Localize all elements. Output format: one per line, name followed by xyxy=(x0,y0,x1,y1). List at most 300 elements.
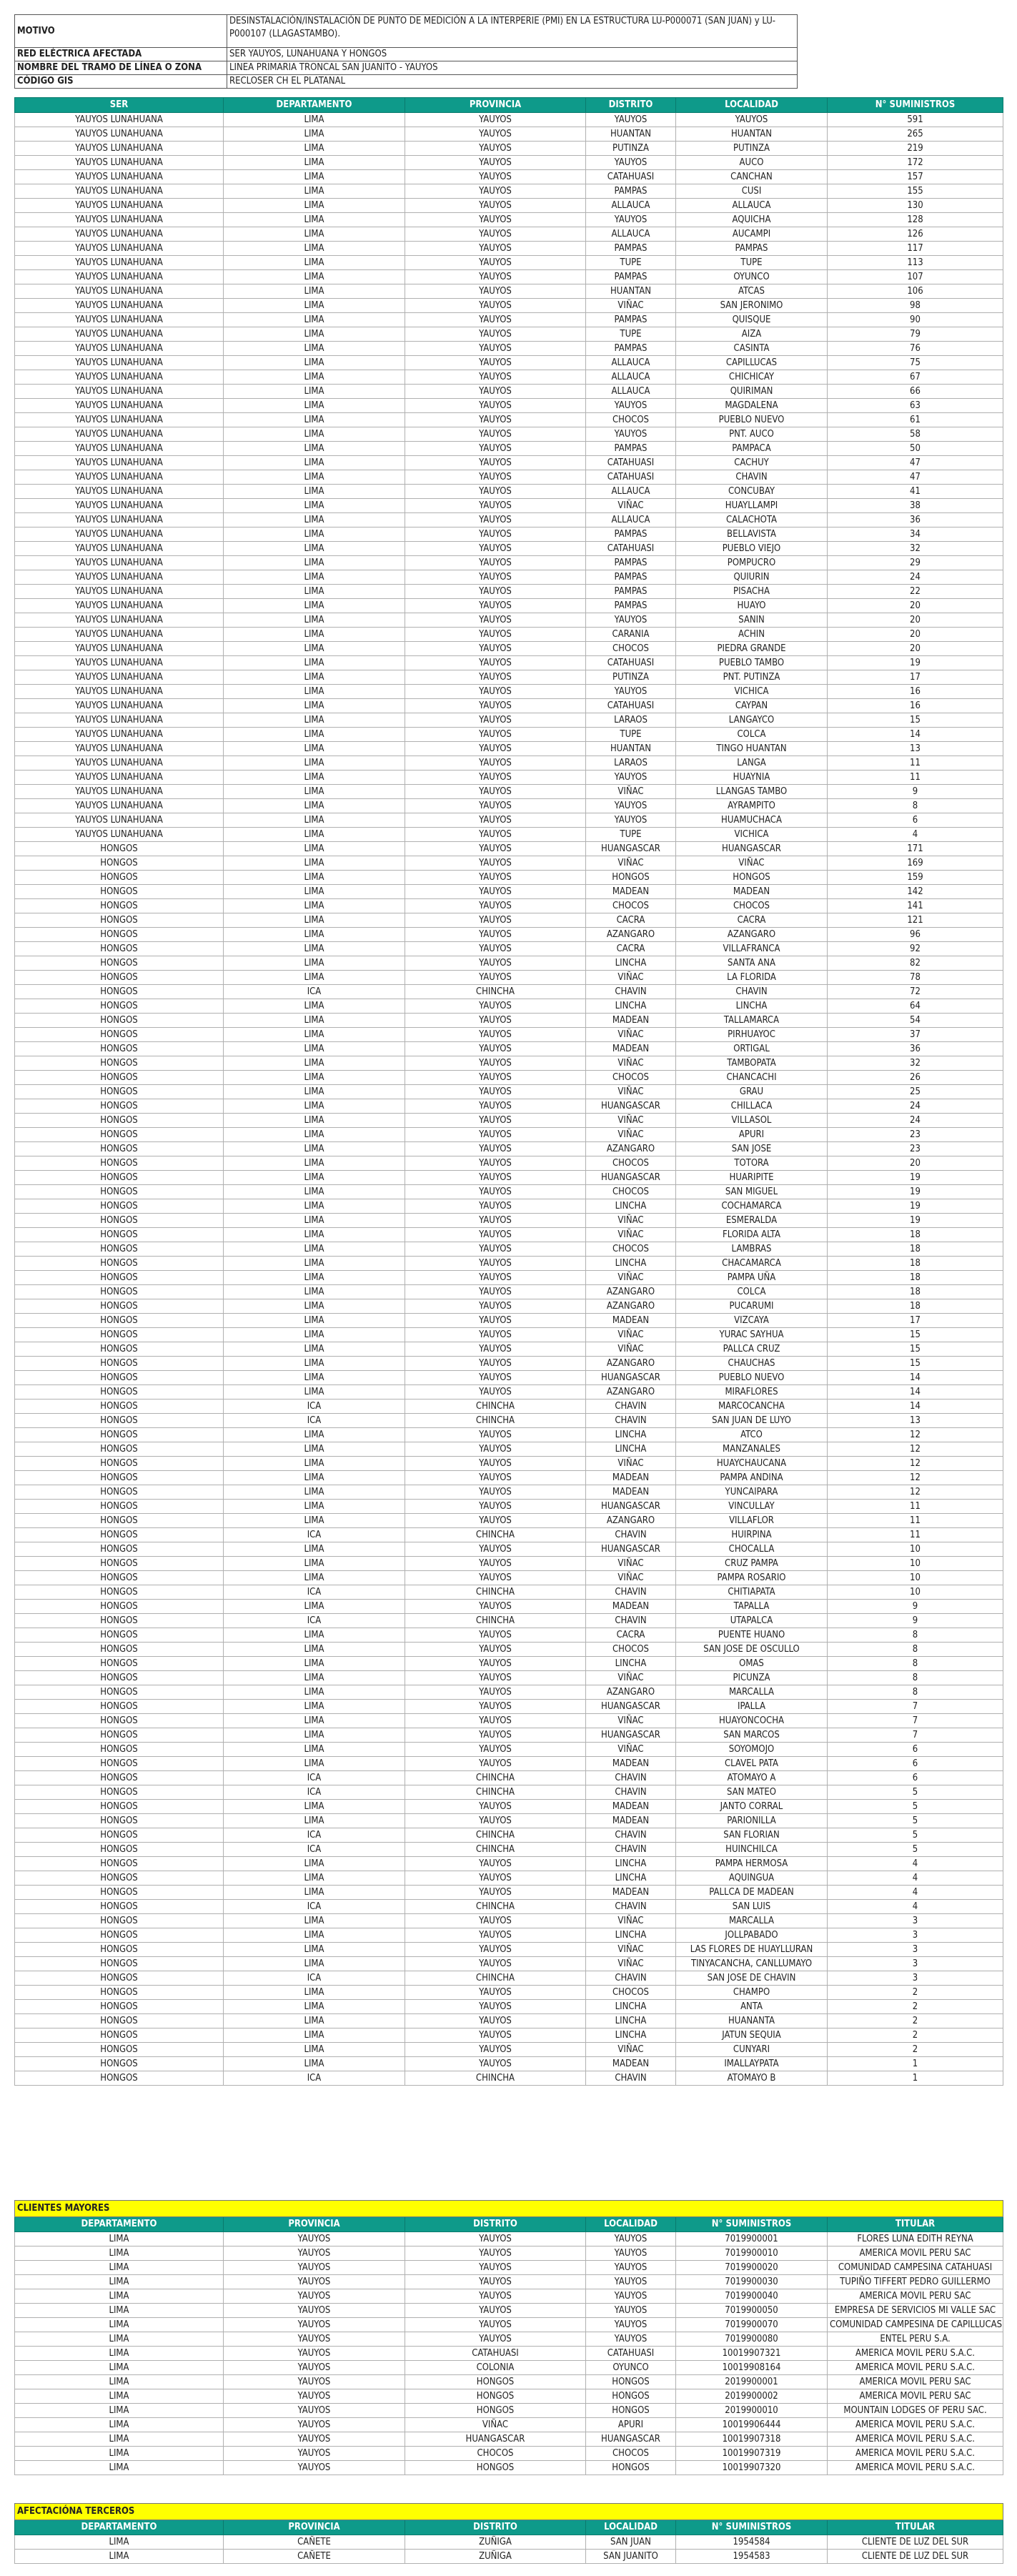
table-cell: LIMA xyxy=(224,242,405,256)
table-cell: YAUYOS xyxy=(405,456,586,470)
table-cell: YAUYOS xyxy=(405,1028,586,1042)
table-cell: 63 xyxy=(828,399,1003,413)
table-cell: 12 xyxy=(828,1485,1003,1500)
table-cell: YAUYOS xyxy=(405,1800,586,1814)
table-cell: YAUYOS xyxy=(405,1728,586,1743)
table-cell: HONGOS xyxy=(15,1643,224,1657)
table-cell: CHAMPO xyxy=(676,1986,828,2000)
table-row xyxy=(15,570,1003,585)
info-row-tramo xyxy=(15,61,798,75)
table-cell: YAUYOS LUNAHUANA xyxy=(15,656,224,670)
table-cell: HONGOS xyxy=(15,1914,224,1928)
table-cell: QUISQUE xyxy=(676,313,828,327)
table-cell: YAUYOS xyxy=(405,113,586,127)
table-cell: HONGOS xyxy=(15,1042,224,1056)
table-cell: LIMA xyxy=(224,1171,405,1185)
table-cell: HUANGASCAR xyxy=(586,1700,676,1714)
table-cell: HONGOS xyxy=(15,1700,224,1714)
gis-value: RECLOSER CH EL PLATANAL xyxy=(227,75,798,89)
table-row xyxy=(15,2432,1003,2447)
table-cell: MADEAN xyxy=(586,1757,676,1771)
table-cell: CHINCHA xyxy=(405,985,586,999)
table-cell: MADEAN xyxy=(586,1814,676,1828)
table-cell: AMERICA MOVIL PERU S.A.C. xyxy=(828,2447,1003,2461)
table-cell: 3 xyxy=(828,1914,1003,1928)
table-cell: YAUYOS xyxy=(405,2261,586,2275)
table-cell: 29 xyxy=(828,556,1003,570)
table-cell: TAPALLA xyxy=(676,1600,828,1614)
table-cell: YAUYOS xyxy=(405,1943,586,1957)
table-cell: 155 xyxy=(828,184,1003,199)
table-cell: HONGOS xyxy=(15,1442,224,1457)
table-row xyxy=(15,1771,1003,1785)
table-cell: YAUYOS LUNAHUANA xyxy=(15,270,224,284)
table-cell: CHOCOS xyxy=(586,1643,676,1657)
table-cell: 12 xyxy=(828,1471,1003,1485)
table-cell: CACRA xyxy=(586,913,676,928)
table-row xyxy=(15,813,1003,828)
table-cell: LIMA xyxy=(224,385,405,399)
table-cell: VIÑAC xyxy=(586,499,676,513)
table-cell: 3 xyxy=(828,1943,1003,1957)
table-cell: YAUYOS xyxy=(405,1314,586,1328)
table-cell: CACRA xyxy=(676,913,828,928)
column-header: PROVINCIA xyxy=(224,2520,405,2535)
table-row xyxy=(15,156,1003,170)
table-cell: CHAVIN xyxy=(586,1400,676,1414)
table-cell: VIÑAC xyxy=(586,1085,676,1099)
table-cell: CHOCOS xyxy=(586,413,676,427)
table-cell: 66 xyxy=(828,385,1003,399)
table-row xyxy=(15,1342,1003,1357)
table-cell: YAUYOS LUNAHUANA xyxy=(15,199,224,213)
table-cell: 1954583 xyxy=(676,2550,828,2564)
table-cell: 7019900080 xyxy=(676,2332,828,2347)
table-cell: CHINCHA xyxy=(405,1785,586,1800)
table-cell: 591 xyxy=(828,113,1003,127)
table-body xyxy=(15,2535,1003,2564)
table-cell: 61 xyxy=(828,413,1003,427)
table-cell: YAUYOS xyxy=(224,2418,405,2432)
table-cell: LIMA xyxy=(224,756,405,771)
table-row xyxy=(15,828,1003,842)
table-row xyxy=(15,456,1003,470)
table-cell: LIMA xyxy=(224,1328,405,1342)
table-row xyxy=(15,556,1003,570)
table-cell: YAUYOS LUNAHUANA xyxy=(15,670,224,685)
table-cell: 67 xyxy=(828,370,1003,385)
table-cell: YAUYOS xyxy=(405,1457,586,1471)
table-cell: YAUYOS LUNAHUANA xyxy=(15,785,224,799)
table-cell: ESMERALDA xyxy=(676,1214,828,1228)
table-cell: YAUYOS xyxy=(405,828,586,842)
table-cell: YAUYOS xyxy=(405,1500,586,1514)
table-row xyxy=(15,1228,1003,1242)
table-cell: CHAVIN xyxy=(586,1900,676,1914)
table-cell: VICHICA xyxy=(676,828,828,842)
table-row xyxy=(15,1128,1003,1142)
table-cell: 19 xyxy=(828,1171,1003,1185)
table-cell: CATAHUASI xyxy=(405,2347,586,2361)
table-cell: YAUYOS xyxy=(405,1228,586,1242)
table-cell: LIMA xyxy=(224,1514,405,1528)
table-cell: JOLLPABADO xyxy=(676,1928,828,1943)
table-cell: ZUÑIGA xyxy=(405,2535,586,2550)
table-cell: CATAHUASI xyxy=(586,2347,676,2361)
table-cell: HONGOS xyxy=(586,2375,676,2389)
table-cell: HONGOS xyxy=(15,1228,224,1242)
table-cell: HONGOS xyxy=(15,899,224,913)
table-cell: SAN FLORIAN xyxy=(676,1828,828,1843)
table-cell: 14 xyxy=(828,1400,1003,1414)
table-cell: LINCHA xyxy=(676,999,828,1014)
table-cell: HONGOS xyxy=(15,1600,224,1614)
table-row xyxy=(15,1657,1003,1671)
table-cell: VILLAFRANCA xyxy=(676,942,828,956)
table-cell: 130 xyxy=(828,199,1003,213)
table-cell: YAUYOS LUNAHUANA xyxy=(15,256,224,270)
table-cell: LIMA xyxy=(224,1986,405,2000)
table-row xyxy=(15,2014,1003,2028)
table-cell: 78 xyxy=(828,971,1003,985)
table-cell: AUCAMPI xyxy=(676,227,828,242)
table-cell: LIMA xyxy=(15,2404,224,2418)
table-cell: HONGOS xyxy=(15,1314,224,1328)
tramo-value: LINEA PRIMARIA TRONCAL SAN JUANITO - YAUYOS xyxy=(227,61,798,75)
table-cell: HONGOS xyxy=(15,1371,224,1385)
table-cell: CACRA xyxy=(586,942,676,956)
table-cell: CHICHICAY xyxy=(676,370,828,385)
table-cell: PNT. PUTINZA xyxy=(676,670,828,685)
table-cell: HONGOS xyxy=(15,1514,224,1528)
table-cell: LIMA xyxy=(224,1928,405,1943)
table-cell: CHAVIN xyxy=(586,1843,676,1857)
table-cell: TAMBOPATA xyxy=(676,1056,828,1071)
table-cell: LIMA xyxy=(224,1914,405,1928)
table-cell: CAYPAN xyxy=(676,699,828,713)
table-cell: LIMA xyxy=(224,1714,405,1728)
table-cell: MADEAN xyxy=(586,1042,676,1056)
table-cell: ICA xyxy=(224,1900,405,1914)
table-cell: YAUYOS LUNAHUANA xyxy=(15,113,224,127)
table-cell: LIMA xyxy=(224,213,405,227)
table-cell: LIMA xyxy=(224,885,405,899)
table-cell: YAUYOS xyxy=(586,771,676,785)
table-cell: 96 xyxy=(828,928,1003,942)
table-row xyxy=(15,1028,1003,1042)
table-cell: HONGOS xyxy=(15,1614,224,1628)
table-row xyxy=(15,628,1003,642)
table-cell: CALACHOTA xyxy=(676,513,828,527)
table-cell: VIÑAC xyxy=(586,1957,676,1971)
table-cell: YAUYOS LUNAHUANA xyxy=(15,213,224,227)
table-cell: ICA xyxy=(224,1771,405,1785)
table-cell: YAUYOS LUNAHUANA xyxy=(15,385,224,399)
table-row xyxy=(15,1457,1003,1471)
table-cell: LIMA xyxy=(15,2375,224,2389)
table-cell: YAUYOS xyxy=(405,756,586,771)
table-row xyxy=(15,1428,1003,1442)
table-cell: YAUYOS xyxy=(586,813,676,828)
table-cell: YAUYOS LUNAHUANA xyxy=(15,799,224,813)
table-cell: YAUYOS xyxy=(405,1114,586,1128)
table-cell: YAUYOS xyxy=(405,184,586,199)
table-cell: YAUYOS xyxy=(405,856,586,871)
table-row xyxy=(15,928,1003,942)
table-row xyxy=(15,1557,1003,1571)
table-cell: YAUYOS xyxy=(405,742,586,756)
table-cell: LIMA xyxy=(224,1128,405,1142)
clientes-title: CLIENTES MAYORES xyxy=(15,2201,1003,2217)
table-cell: OYUNCO xyxy=(586,2361,676,2375)
table-cell: YAUYOS LUNAHUANA xyxy=(15,242,224,256)
table-cell: YAUYOS xyxy=(405,670,586,685)
table-cell: VINCULLAY xyxy=(676,1500,828,1514)
table-cell: CHINCHA xyxy=(405,1971,586,1986)
table-cell: HONGOS xyxy=(15,2014,224,2028)
table-cell: YAUYOS xyxy=(224,2232,405,2246)
table-cell: 117 xyxy=(828,242,1003,256)
table-cell: LIMA xyxy=(224,342,405,356)
table-cell: 8 xyxy=(828,1628,1003,1643)
table-cell: LIMA xyxy=(224,1814,405,1828)
table-cell: VIÑAC xyxy=(586,1228,676,1242)
table-cell: LIMA xyxy=(224,785,405,799)
table-cell: VIÑAC xyxy=(586,1271,676,1285)
table-cell: CUNYARI xyxy=(676,2043,828,2057)
table-cell: CATAHUASI xyxy=(586,656,676,670)
table-cell: 1 xyxy=(828,2071,1003,2086)
table-cell: LIMA xyxy=(224,1700,405,1714)
table-cell: LIMA xyxy=(224,1442,405,1457)
table-cell: YAUYOS xyxy=(405,1357,586,1371)
table-cell: PUEBLO TAMBO xyxy=(676,656,828,670)
table-cell: ALLAUCA xyxy=(586,227,676,242)
table-cell: HONGOS xyxy=(15,1485,224,1500)
afectacion-terceros-table xyxy=(14,2503,1003,2564)
table-cell: 159 xyxy=(828,871,1003,885)
table-cell: YAUYOS LUNAHUANA xyxy=(15,284,224,299)
table-cell: HUANGASCAR xyxy=(586,1728,676,1743)
table-cell: CHAVIN xyxy=(586,1971,676,1986)
table-row xyxy=(15,1199,1003,1214)
table-cell: HONGOS xyxy=(15,1671,224,1685)
table-cell: 19 xyxy=(828,656,1003,670)
table-cell: 19 xyxy=(828,1185,1003,1199)
table-row xyxy=(15,1785,1003,1800)
table-cell: HONGOS xyxy=(15,1957,224,1971)
table-cell: HONGOS xyxy=(15,1843,224,1857)
table-row xyxy=(15,1743,1003,1757)
table-cell: UTAPALCA xyxy=(676,1614,828,1628)
table-row xyxy=(15,1414,1003,1428)
table-cell: YAUYOS xyxy=(405,928,586,942)
column-header: DISTRITO xyxy=(405,2520,586,2535)
table-row xyxy=(15,527,1003,542)
table-cell: 10 xyxy=(828,1542,1003,1557)
table-cell: YAUYOS xyxy=(405,2000,586,2014)
table-cell: CHAVIN xyxy=(586,1528,676,1542)
table-cell: YAUYOS LUNAHUANA xyxy=(15,828,224,842)
table-cell: 10 xyxy=(828,1585,1003,1600)
table-cell: HUANTAN xyxy=(586,284,676,299)
table-cell: SAN JOSE xyxy=(676,1142,828,1156)
table-cell: HONGOS xyxy=(15,2057,224,2071)
table-cell: YAUYOS xyxy=(586,213,676,227)
table-cell: HUANANTA xyxy=(676,2014,828,2028)
table-cell: CHOCOS xyxy=(586,1071,676,1085)
table-cell: YUNCAIPARA xyxy=(676,1485,828,1500)
table-cell: LINCHA xyxy=(586,2014,676,2028)
table-cell: LIMA xyxy=(224,485,405,499)
table-cell: HONGOS xyxy=(15,1056,224,1071)
table-row xyxy=(15,670,1003,685)
table-cell: LIMA xyxy=(224,1271,405,1285)
table-cell: YAUYOS xyxy=(405,1071,586,1085)
table-cell: 8 xyxy=(828,1671,1003,1685)
table-cell: HONGOS xyxy=(15,1857,224,1871)
table-cell: PAMPA UÑA xyxy=(676,1271,828,1285)
table-cell: 18 xyxy=(828,1285,1003,1299)
table-row xyxy=(15,127,1003,142)
table-cell: LIMA xyxy=(224,1957,405,1971)
table-row xyxy=(15,1828,1003,1843)
table-cell: LIMA xyxy=(15,2461,224,2475)
table-cell: LIMA xyxy=(224,356,405,370)
table-cell: 1 xyxy=(828,2057,1003,2071)
table-row xyxy=(15,1056,1003,1071)
table-cell: MADEAN xyxy=(586,1600,676,1614)
table-cell: 7019900010 xyxy=(676,2246,828,2261)
table-row xyxy=(15,1714,1003,1728)
clientes-mayores-table xyxy=(14,2200,1003,2475)
table-cell: CACRA xyxy=(586,1628,676,1643)
table-cell: YAUYOS xyxy=(405,470,586,485)
table-cell: YAUYOS LUNAHUANA xyxy=(15,485,224,499)
table-row xyxy=(15,542,1003,556)
table-row xyxy=(15,613,1003,628)
table-row xyxy=(15,1285,1003,1299)
table-cell: 3 xyxy=(828,1957,1003,1971)
table-row xyxy=(15,513,1003,527)
section-title-row xyxy=(15,2504,1003,2520)
table-cell: 8 xyxy=(828,1643,1003,1657)
table-row xyxy=(15,856,1003,871)
table-cell: AQUICHA xyxy=(676,213,828,227)
table-cell: LIMA xyxy=(224,1214,405,1228)
table-cell: LINCHA xyxy=(586,1928,676,1943)
table-cell: LIMA xyxy=(224,628,405,642)
table-cell: 6 xyxy=(828,1743,1003,1757)
table-cell: 2 xyxy=(828,2000,1003,2014)
table-row xyxy=(15,2057,1003,2071)
table-row xyxy=(15,971,1003,985)
table-cell: SAN JUANITO xyxy=(586,2550,676,2564)
table-cell: SAN JOSE DE OSCULLO xyxy=(676,1643,828,1657)
table-row xyxy=(15,1614,1003,1628)
table-cell: HONGOS xyxy=(15,1557,224,1571)
table-cell: HONGOS xyxy=(586,2404,676,2418)
table-cell: LIMA xyxy=(224,1242,405,1257)
table-cell: CHINCHA xyxy=(405,2071,586,2086)
table-cell: YAUYOS xyxy=(405,1056,586,1071)
table-cell: YAUYOS LUNAHUANA xyxy=(15,399,224,413)
table-cell: YAUYOS xyxy=(405,1643,586,1657)
table-row xyxy=(15,1871,1003,1886)
table-cell: 7019900070 xyxy=(676,2318,828,2332)
table-cell: LIMA xyxy=(224,2043,405,2057)
table-cell: BELLAVISTA xyxy=(676,527,828,542)
table-cell: LIMA xyxy=(224,670,405,685)
table-cell: TUPIÑO TIFFERT PEDRO GUILLERMO xyxy=(828,2275,1003,2289)
table-cell: YAUYOS xyxy=(405,499,586,513)
table-cell: LIMA xyxy=(224,1085,405,1099)
table-cell: 20 xyxy=(828,628,1003,642)
column-header: DEPARTAMENTO xyxy=(224,98,405,113)
table-row xyxy=(15,2289,1003,2304)
table-cell: LIMA xyxy=(224,813,405,828)
table-cell: 157 xyxy=(828,170,1003,184)
table-cell: YAUYOS xyxy=(405,227,586,242)
table-cell: ATOMAYO B xyxy=(676,2071,828,2086)
table-cell: 10019908164 xyxy=(676,2361,828,2375)
table-cell: HONGOS xyxy=(15,1728,224,1743)
table-cell: HONGOS xyxy=(15,1428,224,1442)
table-cell: YAUYOS xyxy=(405,1542,586,1557)
table-cell: CHINCHA xyxy=(405,1900,586,1914)
table-cell: HONGOS xyxy=(15,1285,224,1299)
table-cell: LANGAYCO xyxy=(676,713,828,728)
table-cell: COMUNIDAD CAMPESINA DE CAPILLUCAS xyxy=(828,2318,1003,2332)
table-cell: SAN MIGUEL xyxy=(676,1185,828,1199)
table-row xyxy=(15,1814,1003,1828)
table-cell: LIMA xyxy=(15,2432,224,2447)
table-cell: 26 xyxy=(828,1071,1003,1085)
table-cell: HONGOS xyxy=(15,985,224,999)
column-header: DISTRITO xyxy=(586,98,676,113)
table-cell: AQUINGUA xyxy=(676,1871,828,1886)
table-row xyxy=(15,656,1003,670)
table-cell: YAUYOS LUNAHUANA xyxy=(15,599,224,613)
table-cell: LIMA xyxy=(224,1542,405,1557)
table-cell: 4 xyxy=(828,828,1003,842)
table-cell: OMAS xyxy=(676,1657,828,1671)
table-cell: HONGOS xyxy=(15,1385,224,1400)
red-value: SER YAUYOS, LUNAHUANA Y HONGOS xyxy=(227,48,798,61)
table-cell: LIMA xyxy=(224,1142,405,1156)
table-cell: LIMA xyxy=(224,1743,405,1757)
table-cell: HONGOS xyxy=(15,1685,224,1700)
table-cell: PUEBLO VIEJO xyxy=(676,542,828,556)
table-cell: LINCHA xyxy=(586,999,676,1014)
table-cell: HONGOS xyxy=(15,1214,224,1228)
table-cell: YAUYOS LUNAHUANA xyxy=(15,685,224,699)
table-cell: 121 xyxy=(828,913,1003,928)
table-cell: CLIENTE DE LUZ DEL SUR xyxy=(828,2550,1003,2564)
table-cell: ALLAUCA xyxy=(586,485,676,499)
table-cell: YAUYOS xyxy=(405,2057,586,2071)
table-row xyxy=(15,2550,1003,2564)
table-row xyxy=(15,1957,1003,1971)
table-cell: HUANGASCAR xyxy=(405,2432,586,2447)
table-row xyxy=(15,871,1003,885)
table-cell: HONGOS xyxy=(15,1128,224,1142)
table-cell: LIMA xyxy=(15,2232,224,2246)
table-row xyxy=(15,1500,1003,1514)
motivo-value: DESINSTALACIÓN/INSTALACIÓN DE PUNTO DE MEDICIÓN A LA INTERPERIE (PMI) EN LA ESTRUCTURA LU-P000071 (SAN JUAN) y LU-P000107 (LLAGASTAMBO). xyxy=(227,15,798,48)
table-cell: CHOCOS xyxy=(586,899,676,913)
table-cell: 4 xyxy=(828,1886,1003,1900)
